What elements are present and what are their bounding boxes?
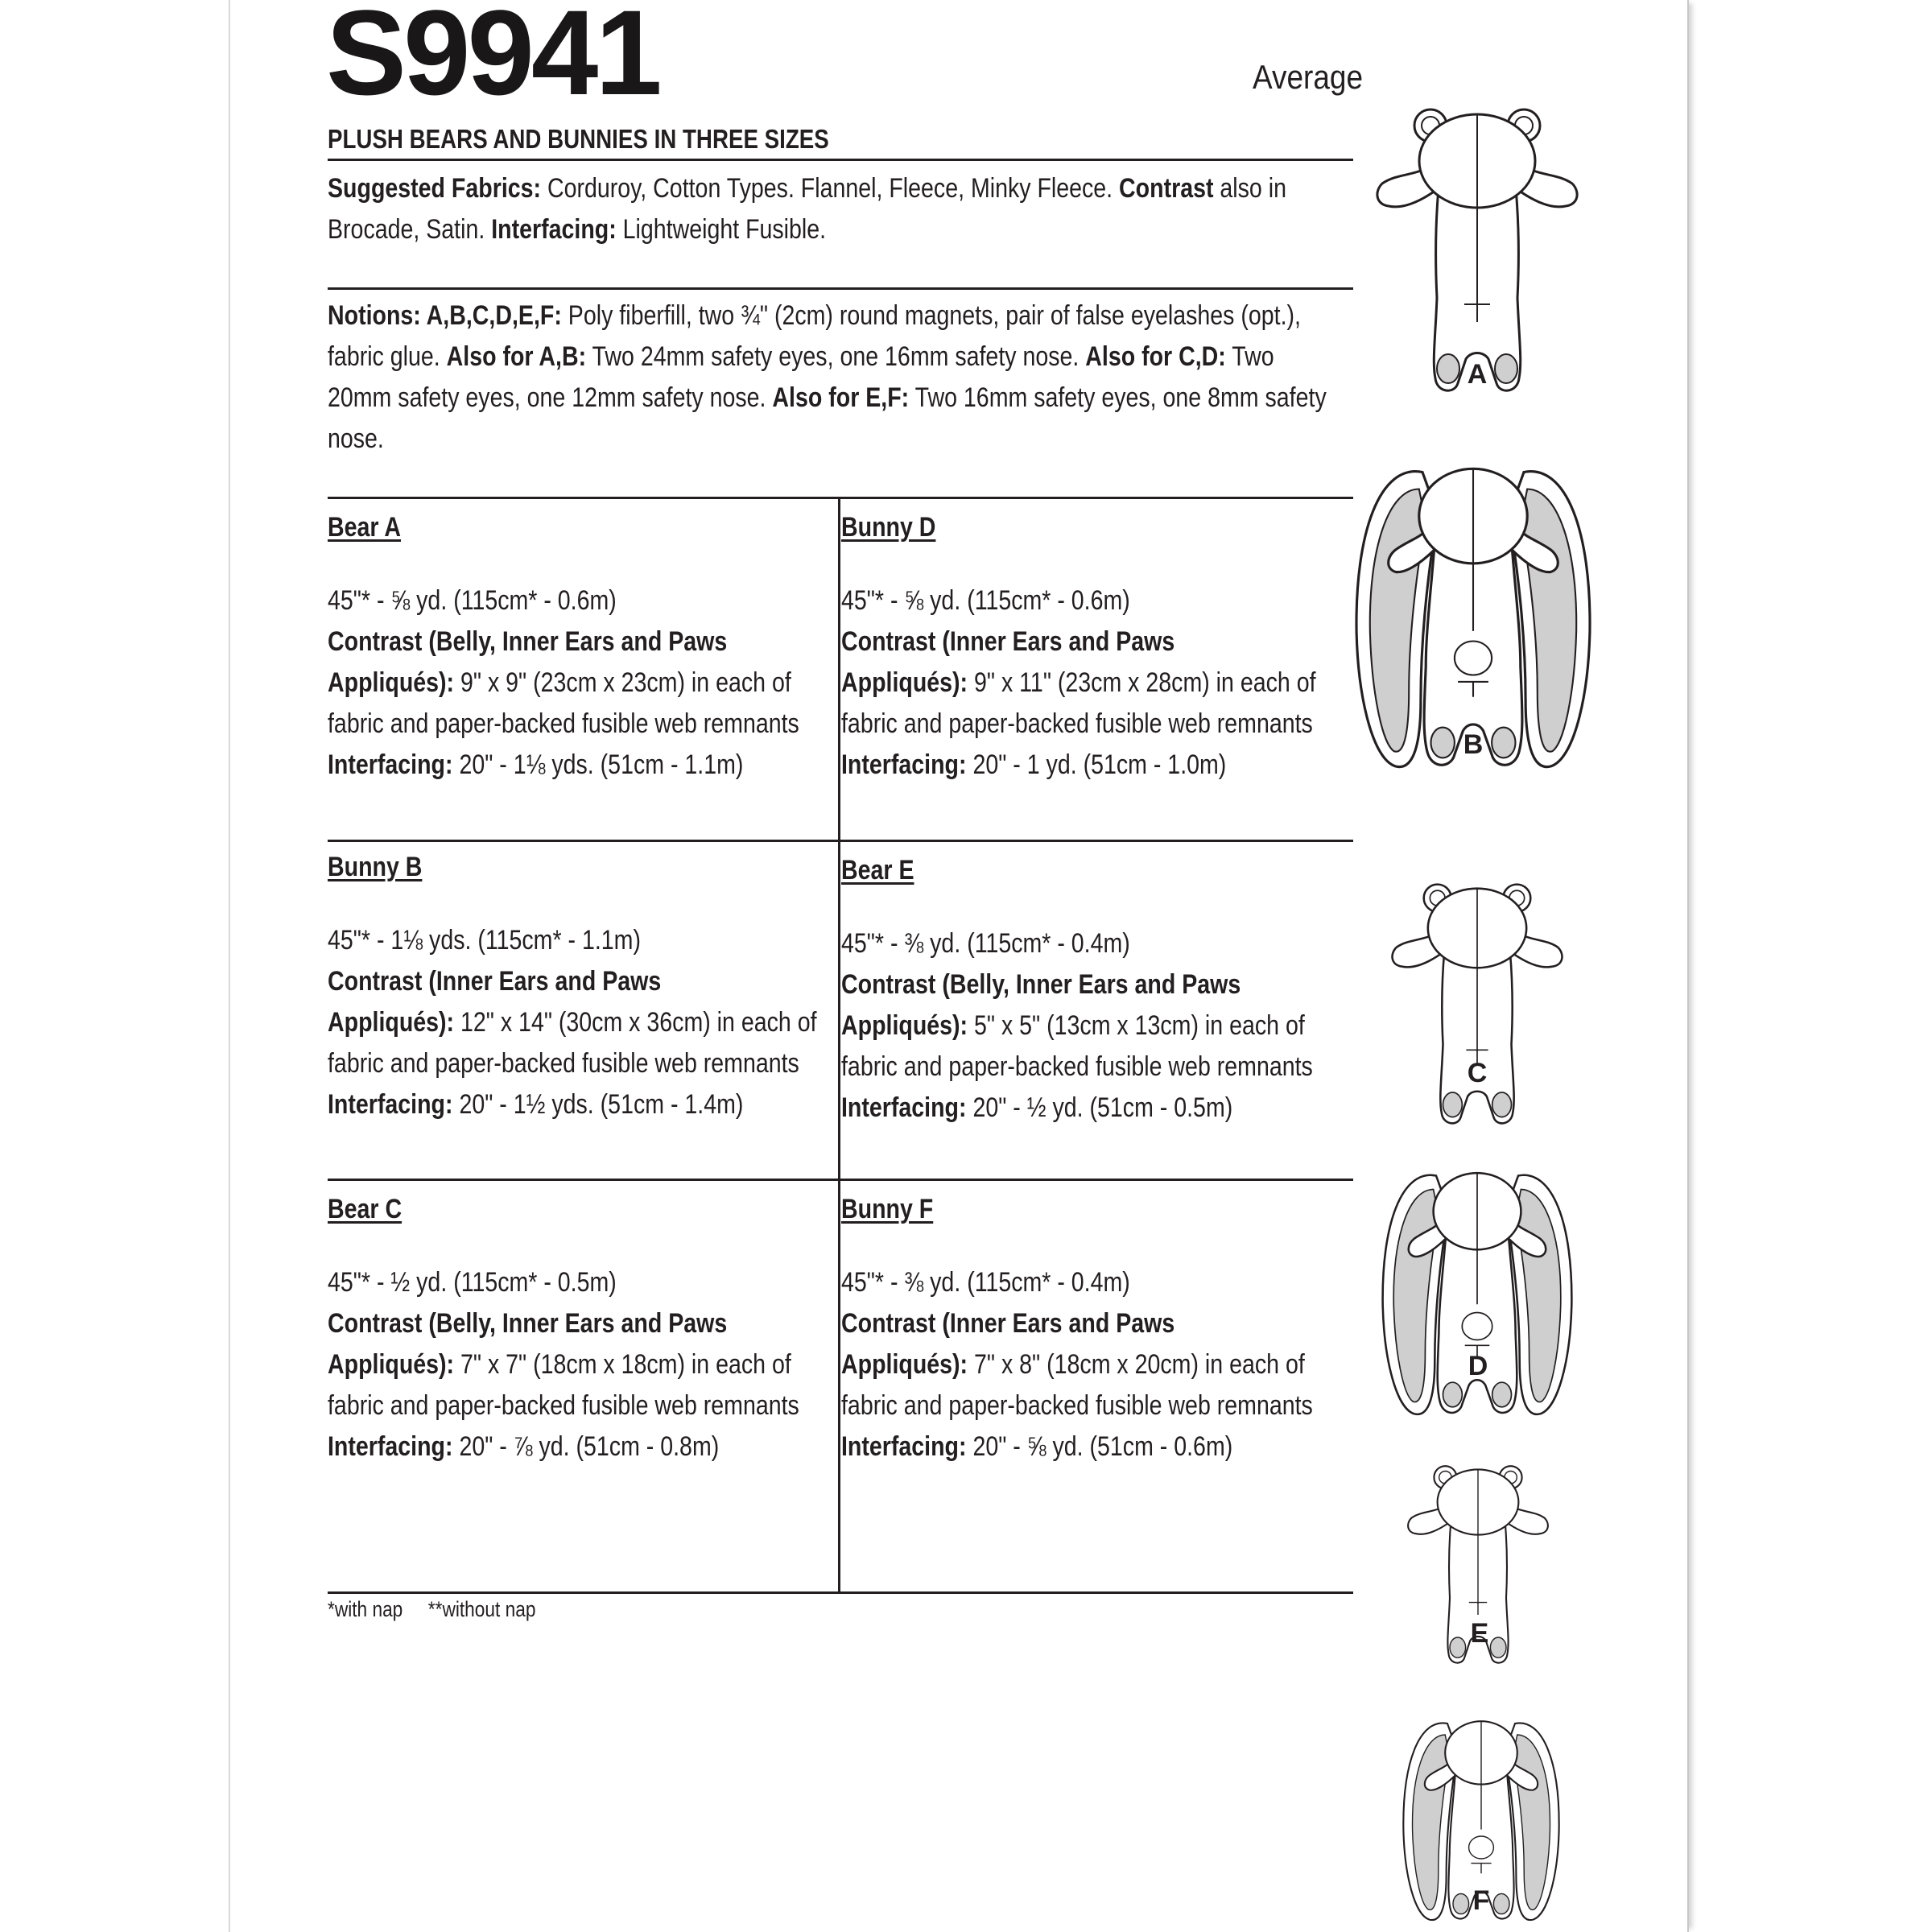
cell-title: Bunny F <box>841 1194 934 1224</box>
view-drawings <box>1336 72 1610 1932</box>
applique-text: 12" x 14" (30cm x 36cm) in each of <box>454 1007 817 1038</box>
yardage-cell-bunny-f <box>841 1194 1402 1468</box>
applique-text: 5" x 5" (13cm x 13cm) in each of <box>968 1010 1305 1041</box>
interfacing-label: Interfacing: <box>841 1431 967 1462</box>
yardage-cell-bear-c <box>328 1194 889 1468</box>
applique-label: Appliqués): <box>328 667 455 698</box>
suggested-fabrics-text: Corduroy, Cotton Types. Flannel, Fleece, Minky Fleece. <box>541 173 1120 204</box>
main-fabric: 45"* - ½ yd. (115cm* - 0.5m) <box>328 1267 617 1298</box>
applique-text: 7" x 8" (18cm x 20cm) in each of <box>968 1349 1305 1380</box>
cell-title: Bunny D <box>841 512 936 543</box>
interfacing-text: 20" - 1½ yds. (51cm - 1.4m) <box>452 1089 744 1120</box>
table-row-rule-1 <box>328 840 1353 842</box>
applique-label: Appliqués): <box>328 1007 455 1038</box>
notions-text: Poly fiberfill, two ¾" (2cm) round magnets, pair of false eyelashes (opt.), <box>561 300 1301 331</box>
suggested-fabrics <box>328 168 1286 250</box>
notions-line2: fabric glue. <box>328 341 447 372</box>
view-label-e: E <box>1470 1618 1489 1649</box>
applique-text: 9" x 9" (23cm x 23cm) in each of <box>454 667 791 698</box>
applique-label: Appliqués): <box>841 1349 968 1380</box>
view-b-drawing <box>1356 469 1590 766</box>
view-a-drawing <box>1377 109 1577 390</box>
contrast-label: Contrast (Inner Ears and Paws <box>841 626 1175 657</box>
main-fabric: 45"* - ⅜ yd. (115cm* - 0.4m) <box>841 1267 1130 1298</box>
interfacing-label: Interfacing: <box>328 1089 453 1120</box>
interfacing-label: Interfacing: <box>841 749 967 780</box>
cell-title: Bear A <box>328 512 402 543</box>
interfacing-text: 20" - ⅞ yd. (51cm - 0.8m) <box>452 1431 720 1462</box>
contrast-label: Contrast (Inner Ears and Paws <box>328 966 662 997</box>
applique-label: Appliqués): <box>841 667 968 698</box>
notions-label: Notions: A,B,C,D,E,F: <box>328 300 562 331</box>
yardage-cell-bunny-d <box>841 512 1406 786</box>
contrast-label: Contrast (Belly, Inner Ears and Paws <box>841 969 1241 1000</box>
interfacing-text: 20" - 1⅛ yds. (51cm - 1.1m) <box>452 749 744 780</box>
view-label-b: B <box>1463 729 1484 760</box>
title-rule <box>328 159 1353 161</box>
remnants: fabric and paper-backed fusible web remnants <box>841 708 1313 739</box>
yardage-cell-bunny-b <box>328 852 910 1125</box>
remnants: fabric and paper-backed fusible web remnants <box>328 1048 799 1079</box>
applique-text: 7" x 7" (18cm x 18cm) in each of <box>454 1349 791 1380</box>
remnants: fabric and paper-backed fusible web remnants <box>841 1051 1313 1082</box>
interfacing-text: 20" - ½ yd. (51cm - 0.5m) <box>966 1092 1233 1123</box>
table-bottom-rule <box>328 1591 1353 1594</box>
view-label-a: A <box>1467 359 1488 390</box>
table-row-rule-2 <box>328 1179 1353 1181</box>
view-label-d: D <box>1468 1351 1488 1381</box>
notions-ab-label: Also for A,B: <box>446 341 587 372</box>
fabrics-rule <box>328 287 1353 290</box>
notions-ef-text: Two 16mm safety eyes, one 8mm safety <box>909 382 1327 413</box>
notions-cd-text: Two <box>1225 341 1274 372</box>
suggested-fabrics-label: Suggested Fabrics: <box>328 173 542 204</box>
yardage-cell-bear-a <box>328 512 889 786</box>
contrast-label: Contrast <box>1119 173 1214 204</box>
remnants: fabric and paper-backed fusible web remnants <box>328 1390 799 1421</box>
table-top-rule <box>328 497 1353 499</box>
applique-text: 9" x 11" (23cm x 28cm) in each of <box>968 667 1316 698</box>
difficulty-label: Average <box>1253 58 1364 96</box>
remnants: fabric and paper-backed fusible web remnants <box>328 708 799 739</box>
notions-line4: nose. <box>328 423 384 454</box>
contrast-label: Contrast (Inner Ears and Paws <box>841 1308 1175 1339</box>
contrast-text: also in <box>1213 173 1286 204</box>
interfacing-label: Interfacing: <box>491 214 617 245</box>
cell-title: Bear C <box>328 1194 402 1224</box>
yardage-cell-bear-e <box>841 855 1402 1129</box>
pattern-title: PLUSH BEARS AND BUNNIES IN THREE SIZES <box>328 124 829 154</box>
notions-line3: 20mm safety eyes, one 12mm safety nose. <box>328 382 773 413</box>
interfacing-label: Interfacing: <box>841 1092 967 1123</box>
notions-ef-label: Also for E,F: <box>772 382 910 413</box>
pattern-number: S9941 <box>326 0 659 120</box>
notions <box>328 295 1327 460</box>
notions-cd-label: Also for C,D: <box>1085 341 1226 372</box>
cell-title: Bunny B <box>328 852 423 882</box>
footnote: *with nap **without nap <box>328 1597 536 1621</box>
cell-title: Bear E <box>841 855 914 886</box>
notions-ab-text: Two 24mm safety eyes, one 16mm safety nose. <box>586 341 1086 372</box>
view-label-c: C <box>1467 1058 1488 1088</box>
main-fabric: 45"* - ⅝ yd. (115cm* - 0.6m) <box>841 585 1130 616</box>
remnants: fabric and paper-backed fusible web remnants <box>841 1390 1313 1421</box>
interfacing-text: 20" - ⅝ yd. (51cm - 0.6m) <box>966 1431 1233 1462</box>
interfacing-label: Interfacing: <box>328 749 453 780</box>
main-fabric: 45"* - ⅜ yd. (115cm* - 0.4m) <box>841 928 1130 959</box>
interfacing-text: 20" - 1 yd. (51cm - 1.0m) <box>966 749 1227 780</box>
interfacing-text: Lightweight Fusible. <box>616 214 827 245</box>
contrast-label: Contrast (Belly, Inner Ears and Paws <box>328 1308 728 1339</box>
fabrics-line2: Brocade, Satin. <box>328 214 492 245</box>
contrast-label: Contrast (Belly, Inner Ears and Paws <box>328 626 728 657</box>
applique-label: Appliqués): <box>328 1349 455 1380</box>
main-fabric: 45"* - ⅝ yd. (115cm* - 0.6m) <box>328 585 617 616</box>
applique-label: Appliqués): <box>841 1010 968 1041</box>
interfacing-label: Interfacing: <box>328 1431 453 1462</box>
main-fabric: 45"* - 1⅛ yds. (115cm* - 1.1m) <box>328 925 641 956</box>
view-label-f: F <box>1472 1885 1490 1916</box>
